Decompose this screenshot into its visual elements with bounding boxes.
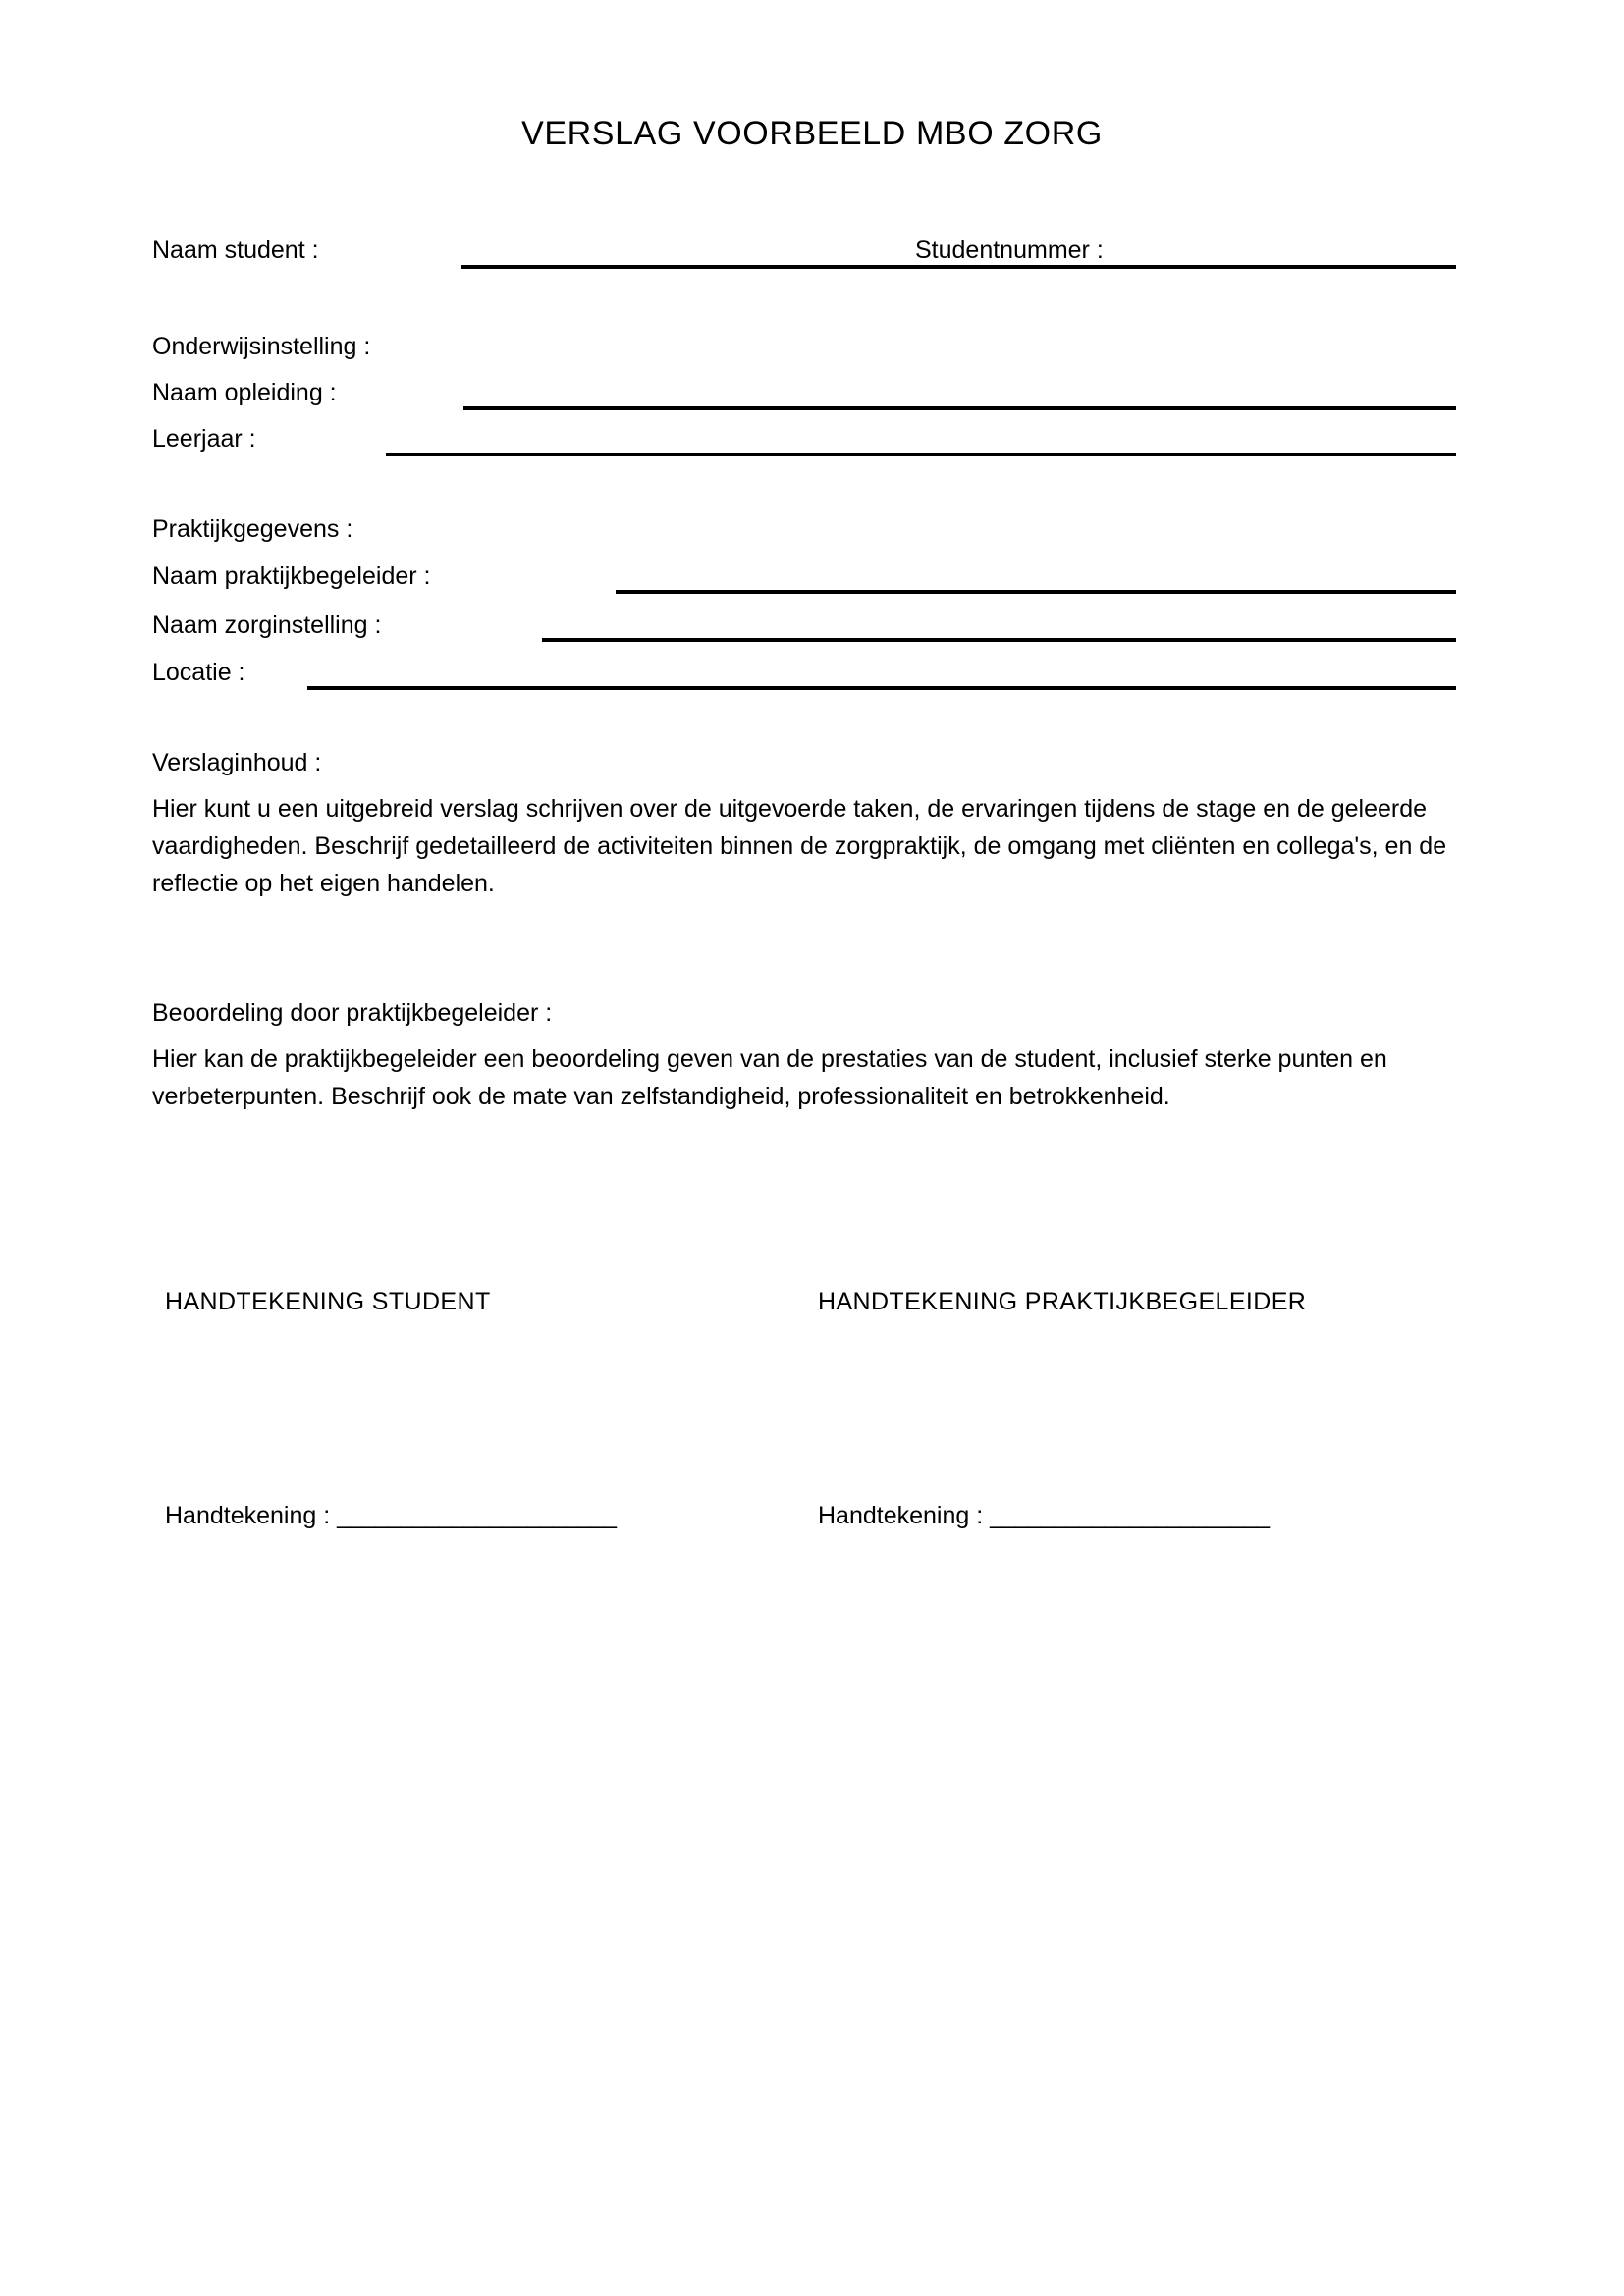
field-line-naam-praktijkbegeleider[interactable] bbox=[616, 590, 1456, 594]
field-line-naam-student[interactable] bbox=[461, 265, 1456, 269]
label-studentnummer: Studentnummer : bbox=[915, 237, 1104, 264]
heading-handtekening-student: HANDTEKENING STUDENT bbox=[165, 1288, 491, 1315]
signature-field-praktijkbegeleider[interactable] bbox=[818, 1502, 1269, 1530]
signature-label-student: Handtekening : bbox=[165, 1502, 338, 1529]
heading-handtekening-praktijkbegeleider: HANDTEKENING PRAKTIJKBEGELEIDER bbox=[818, 1288, 1307, 1315]
heading-beoordeling: Beoordeling door praktijkbegeleider : bbox=[152, 999, 553, 1027]
label-naam-opleiding: Naam opleiding : bbox=[152, 379, 337, 406]
label-leerjaar: Leerjaar : bbox=[152, 425, 256, 453]
field-line-locatie[interactable] bbox=[307, 686, 1456, 690]
signature-field-student[interactable] bbox=[165, 1502, 616, 1530]
text-beoordeling-body: Hier kan de praktijkbegeleider een beoordeling geven van de prestaties van de student, inclusief sterke punten en verbeterpunten. Beschrijf ook de mate van zelfstandigheid, professionaliteit en betrokkenheid. bbox=[152, 1045, 1387, 1110]
field-line-leerjaar[interactable] bbox=[386, 453, 1456, 456]
signature-label-praktijkbegeleider: Handtekening : bbox=[818, 1502, 991, 1529]
label-onderwijsinstelling: Onderwijsinstelling : bbox=[152, 333, 371, 360]
label-praktijkgegevens: Praktijkgegevens : bbox=[152, 515, 353, 543]
label-locatie: Locatie : bbox=[152, 659, 245, 686]
signature-blank-praktijkbegeleider[interactable]: ______________________ bbox=[990, 1502, 1270, 1529]
label-naam-student: Naam student : bbox=[152, 237, 319, 264]
label-naam-praktijkbegeleider: Naam praktijkbegeleider : bbox=[152, 562, 431, 590]
heading-verslaginhoud: Verslaginhoud : bbox=[152, 749, 322, 776]
field-line-naam-opleiding[interactable] bbox=[463, 406, 1456, 410]
field-line-naam-zorginstelling[interactable] bbox=[542, 638, 1456, 642]
text-verslaginhoud-body: Hier kunt u een uitgebreid verslag schrijven over de uitgevoerde taken, de ervaringen tijdens de stage en de geleerde vaardigheden. Beschrijf gedetailleerd de activiteiten binnen de zorgpraktijk, de omgang met cliënten en collega's, en de reflectie op het eigen handelen. bbox=[152, 795, 1447, 897]
signature-blank-student[interactable]: ______________________ bbox=[337, 1502, 617, 1529]
page-title: VERSLAG VOORBEELD MBO ZORG bbox=[521, 115, 1103, 152]
label-naam-zorginstelling: Naam zorginstelling : bbox=[152, 612, 382, 639]
